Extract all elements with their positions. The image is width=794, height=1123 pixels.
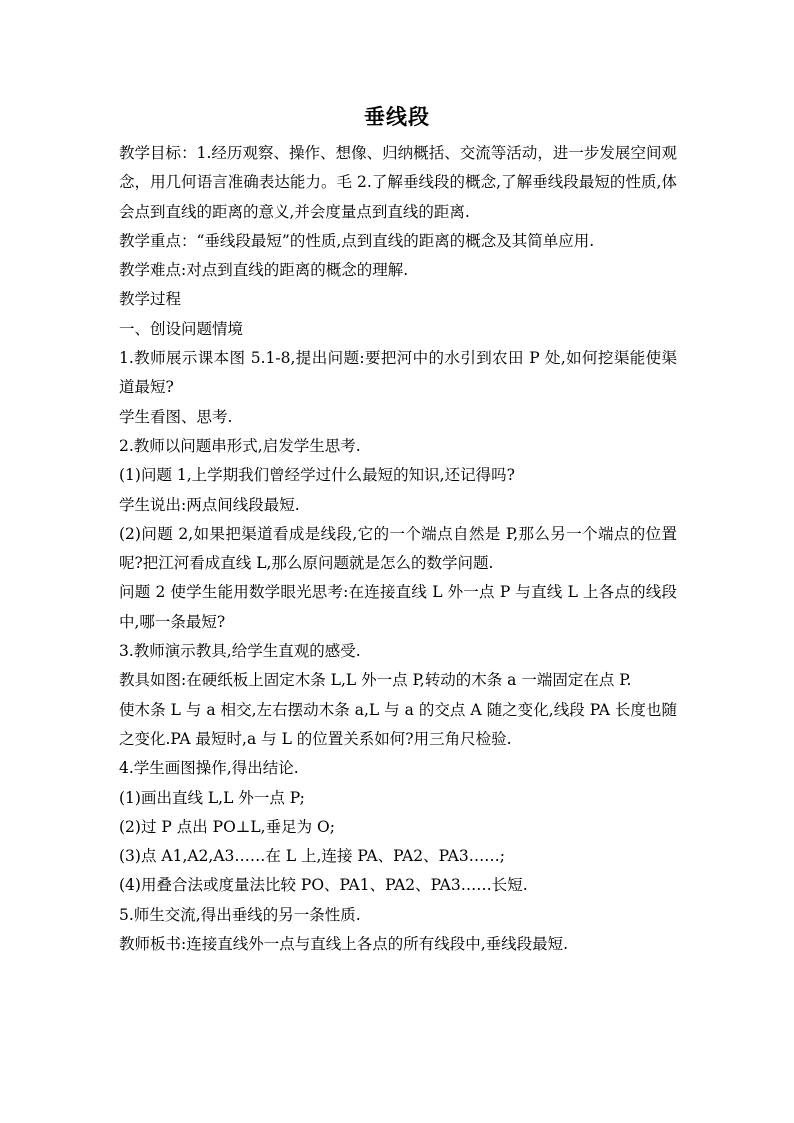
paragraph-step-5: 5.师生交流,得出垂线的另一条性质. (119, 905, 361, 924)
paragraph-question-1: (1)问题 1,上学期我们曾经学过什么最短的知识,还记得吗? (119, 466, 515, 485)
page-title: 垂线段 (364, 104, 430, 129)
paragraph-student-observe: 学生看图、思考. (119, 407, 233, 426)
paragraph-blackboard-note: 教师板书:连接直线外一点与直线上各点的所有线段中,垂线段最短. (119, 935, 569, 954)
paragraph-question-2-purpose: 问题 2 使学生能用数学眼光思考:在连接直线 L 外一点 P 与直线 L 上各点的线段中,哪一条最短? (119, 583, 677, 631)
paragraph-operation-4: (4)用叠合法或度量法比较 PO、PA1、PA2、PA3……长短. (119, 876, 528, 895)
paragraph-operation-1: (1)画出直线 L,L 外一点 P; (119, 788, 305, 807)
paragraph-teaching-aid: 教具如图:在硬纸板上固定木条 L,L 外一点 P,转动的木条 a 一端固定在点 P. (119, 671, 632, 690)
paragraph-step-1: 1.教师展示课本图 5.1-8,提出问题:要把河中的水引到农田 P 处,如何挖渠能使渠道最短? (119, 349, 677, 397)
paragraph-step-2: 2.教师以问题串形式,启发学生思考. (119, 436, 361, 455)
paragraph-operation-2: (2)过 P 点出 PO⊥L,垂足为 O; (119, 817, 335, 836)
paragraph-student-answer: 学生说出:两点间线段最短. (119, 495, 300, 514)
document-body (119, 139, 677, 959)
paragraph-difficult-points: 教学难点:对点到直线的距离的概念的理解. (119, 261, 409, 280)
paragraph-key-points: 教学重点：“垂线段最短”的性质,点到直线的距离的概念及其简单应用. (119, 231, 595, 250)
paragraph-step-4: 4.学生画图操作,得出结论. (119, 759, 299, 778)
paragraph-teaching-aid-detail: 使木条 L 与 a 相交,左右摆动木条 a,L 与 a 的交点 A 随之变化,线段 PA 长度也随之变化.PA 最短时,a 与 L 的位置关系如何?用三角尺检验. (119, 700, 677, 748)
paragraph-question-2: (2)问题 2,如果把渠道看成是线段,它的一个端点自然是 P,那么另一个端点的位置呢?把江河看成直线 L,那么原问题就是怎么的数学问题. (119, 524, 677, 573)
paragraph-teaching-process-heading: 教学过程 (119, 290, 182, 309)
paragraph-section-heading: 一、创设问题情境 (119, 319, 244, 338)
paragraph-step-3: 3.教师演示教具,给学生直观的感受. (119, 642, 361, 661)
paragraph-operation-3: (3)点 A1,A2,A3……在 L 上,连接 PA、PA2、PA3……; (119, 847, 505, 866)
paragraph-teaching-objectives: 教学目标：1.经历观察、操作、想像、归纳概括、交流等活动，进一步发展空间观念，用几何语言准确表达能力。毛 2.了解垂线段的概念,了解垂线段最短的性质,体会点到直线的距离的意义,并会度量点到直线的距离. (119, 144, 677, 221)
